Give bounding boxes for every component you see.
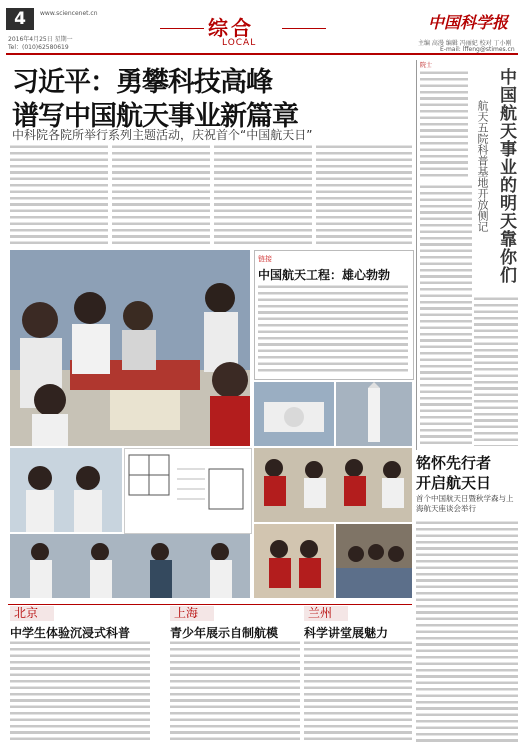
diagram-satellite bbox=[124, 448, 252, 534]
date-line: 2016年4月25日 星期一 bbox=[8, 36, 73, 43]
headline-subtitle: 中科院各院所举行系列主题活动，庆祝首个“中国航天日” bbox=[12, 128, 313, 142]
bottom-city-1: 北京 bbox=[10, 606, 54, 621]
site-url: www.sciencenet.cn bbox=[40, 10, 98, 17]
feature-title-1: 铭怀先行者 bbox=[416, 454, 492, 472]
feature-title-2: 开启航天日 bbox=[416, 474, 492, 492]
header-divider bbox=[6, 53, 518, 55]
link-box-label: 链接 bbox=[258, 255, 272, 263]
headline-line-2: 谱写中国航天事业新篇章 bbox=[12, 101, 298, 132]
section-subtitle: LOCAL bbox=[222, 38, 257, 48]
link-box-body bbox=[258, 284, 408, 374]
photo-students-row bbox=[10, 534, 250, 598]
body-column-4 bbox=[316, 144, 412, 244]
bottom-title-3: 科学讲堂展魅力 bbox=[304, 626, 389, 640]
bottom-title-2: 青少年展示自制航模 bbox=[170, 626, 279, 640]
link-box-title: 中国航天工程：雄心勃勃 bbox=[258, 268, 391, 282]
feature-subtitle: 首个中国航天日暨秋学森与上海航天座谈会举行 bbox=[416, 494, 514, 513]
photo-exhibit bbox=[254, 382, 334, 446]
bottom-body-3 bbox=[304, 640, 412, 742]
photo-audience bbox=[336, 524, 412, 598]
email-line: E-mail: lffeng@stimes.cn bbox=[440, 46, 515, 53]
body-column-2 bbox=[112, 144, 210, 244]
bottom-body-1 bbox=[10, 640, 150, 742]
body-column-3 bbox=[214, 144, 312, 244]
bottom-city-2: 上海 bbox=[170, 606, 214, 621]
feature-body bbox=[416, 520, 518, 742]
sidebar-text-top bbox=[420, 70, 468, 180]
header-rule-right bbox=[282, 28, 326, 29]
sidebar-divider bbox=[416, 60, 417, 450]
headline-line-1: 习近平：勇攀科技高峰 bbox=[12, 67, 272, 98]
sidebar-kicker: 院士 bbox=[420, 62, 433, 69]
photo-rocket bbox=[336, 382, 412, 446]
photo-classroom bbox=[254, 524, 334, 598]
bottom-body-2 bbox=[170, 640, 300, 742]
bottom-title-1: 中学生体验沉浸式科普 bbox=[10, 626, 131, 640]
photo-girls bbox=[10, 448, 122, 532]
section-title: 综合 bbox=[208, 16, 254, 40]
bottom-divider bbox=[8, 604, 412, 605]
editors-line: 主编 高漫 编辑 冯丽妃 校对 丁小刚 bbox=[418, 40, 512, 47]
sidebar-text-mid bbox=[420, 184, 472, 446]
sidebar-subtitle: 航天五院科普基地开放侧记 bbox=[476, 100, 489, 232]
header-rule-left bbox=[160, 28, 204, 29]
tel-line: Tel：(010)62580619 bbox=[8, 44, 69, 51]
body-column-1 bbox=[10, 144, 108, 244]
sidebar-text-right bbox=[474, 296, 518, 446]
sidebar-title: 中国航天事业的明天靠你们 bbox=[496, 68, 516, 284]
photo-kids-group bbox=[254, 448, 412, 522]
bottom-city-3: 兰州 bbox=[304, 606, 348, 621]
brand-logo: 中国科学报 bbox=[428, 13, 509, 32]
page-number: 4 bbox=[6, 8, 34, 30]
photo-students-lab bbox=[10, 250, 250, 446]
